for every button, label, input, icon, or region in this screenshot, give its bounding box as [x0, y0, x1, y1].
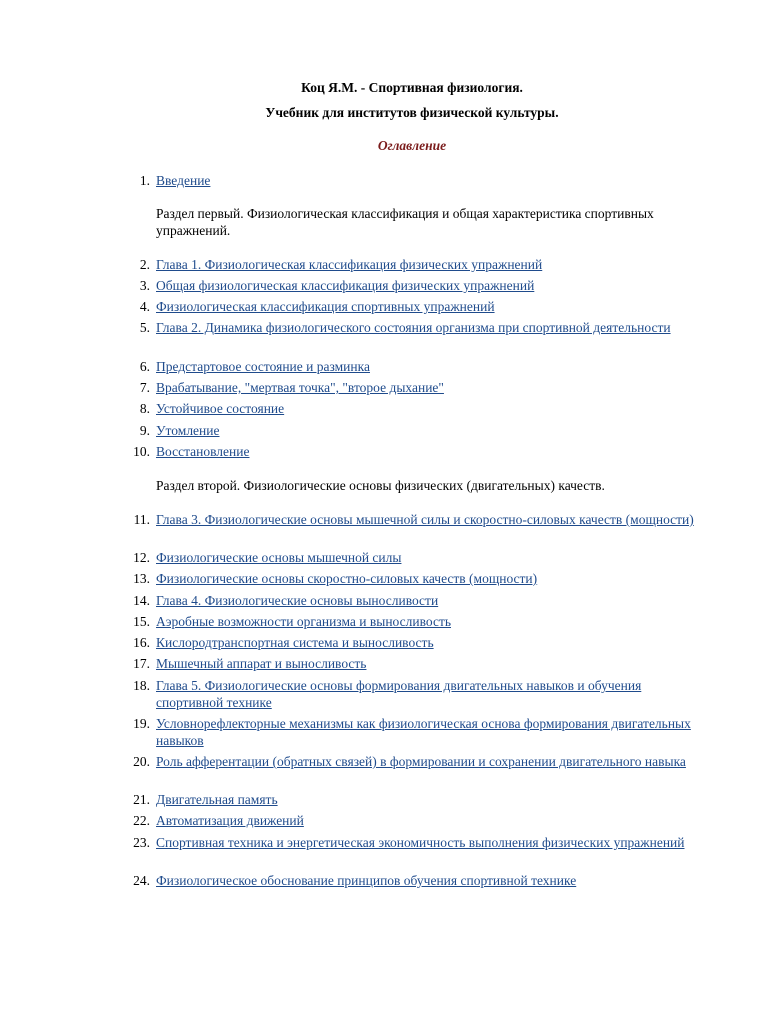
toc-item-number: 16. — [133, 635, 150, 650]
toc-link[interactable]: Врабатывание, "мертвая точка", "второе дыхание" — [156, 380, 444, 395]
toc-link[interactable]: Двигательная память — [156, 792, 278, 807]
toc-link-chapter-2[interactable]: Глава 2. Динамика физиологического состояния организма при спортивной деятельности — [156, 320, 671, 335]
toc-item-number: 5. — [139, 320, 150, 335]
toc-item-number: 23. — [133, 835, 150, 850]
document-subtitle: Учебник для институтов физической культуры. — [265, 105, 559, 120]
toc-item-number: 21. — [133, 792, 150, 807]
toc-heading: Оглавление — [377, 138, 447, 153]
toc-link[interactable]: Автоматизация движений — [156, 813, 304, 828]
toc-item-number: 10. — [133, 444, 150, 459]
toc-link[interactable]: Условнорефлекторные механизмы как физиологическая основа формирования двигательных навыков — [156, 716, 691, 748]
toc-link[interactable]: Физиологическая классификация спортивных упражнений — [156, 299, 495, 314]
toc-link-chapter-1[interactable]: Глава 1. Физиологическая классификация физических упражнений — [156, 257, 543, 272]
toc-item-number: 11. — [133, 512, 150, 527]
toc-link[interactable]: Роль афферентации (обратных связей) в формировании и сохранении двигательного навыка — [156, 754, 686, 769]
toc-item-number: 6. — [139, 359, 150, 374]
toc-item-number: 4. — [139, 299, 150, 314]
toc-link[interactable]: Предстартовое состояние и разминка — [156, 359, 370, 374]
toc-link[interactable]: Кислородтранспортная система и выносливость — [156, 635, 434, 650]
toc-link-chapter-5[interactable]: Глава 5. Физиологические основы формирования двигательных навыков и обучения спортивной технике — [156, 678, 642, 710]
toc-link[interactable]: Устойчивое состояние — [156, 401, 285, 416]
toc-item-number: 8. — [139, 401, 150, 416]
toc-item-number: 20. — [133, 754, 150, 769]
toc-link[interactable]: Спортивная техника и энергетическая экономичность выполнения физических упражнений — [156, 835, 685, 850]
toc-item-number: 2. — [139, 257, 150, 272]
toc-item-number: 15. — [133, 614, 150, 629]
toc-item-number: 13. — [133, 571, 150, 586]
toc-item-number: 7. — [139, 380, 150, 395]
toc-item-number: 9. — [139, 423, 150, 438]
section-heading: Раздел первый. Физиологическая классификация и общая характеристика спортивных упражнений. — [156, 206, 654, 238]
toc-link[interactable]: Мышечный аппарат и выносливость — [156, 656, 367, 671]
toc-link-chapter-4[interactable]: Глава 4. Физиологические основы выносливости — [156, 593, 439, 608]
toc-item-number: 3. — [139, 278, 150, 293]
toc-item-number: 12. — [133, 550, 150, 565]
toc-link-chapter-3[interactable]: Глава 3. Физиологические основы мышечной силы и скоростно-силовых качеств (мощности) — [156, 512, 694, 527]
document-title: Коц Я.М. - Спортивная физиология. — [301, 80, 523, 95]
toc-item-number: 1. — [139, 173, 150, 188]
toc-item-number: 18. — [133, 678, 150, 693]
toc-link[interactable]: Утомление — [156, 423, 220, 438]
toc-item-number: 22. — [133, 813, 150, 828]
toc-link[interactable]: Физиологические основы мышечной силы — [156, 550, 402, 565]
toc-item-number: 19. — [133, 716, 150, 731]
toc-link[interactable]: Физиологическое обоснование принципов обучения спортивной технике — [156, 873, 577, 888]
toc-link[interactable]: Аэробные возможности организма и выносливость — [156, 614, 451, 629]
toc-item-number: 14. — [133, 593, 150, 608]
toc-link[interactable]: Восстановление — [156, 444, 250, 459]
section-heading: Раздел второй. Физиологические основы физических (двигательных) качеств. — [156, 478, 605, 493]
toc-item-number: 24. — [133, 873, 150, 888]
toc-link-introduction[interactable]: Введение — [156, 173, 211, 188]
toc-link[interactable]: Общая физиологическая классификация физических упражнений — [156, 278, 535, 293]
toc-item-number: 17. — [133, 656, 150, 671]
toc-link[interactable]: Физиологические основы скоростно-силовых качеств (мощности) — [156, 571, 538, 586]
